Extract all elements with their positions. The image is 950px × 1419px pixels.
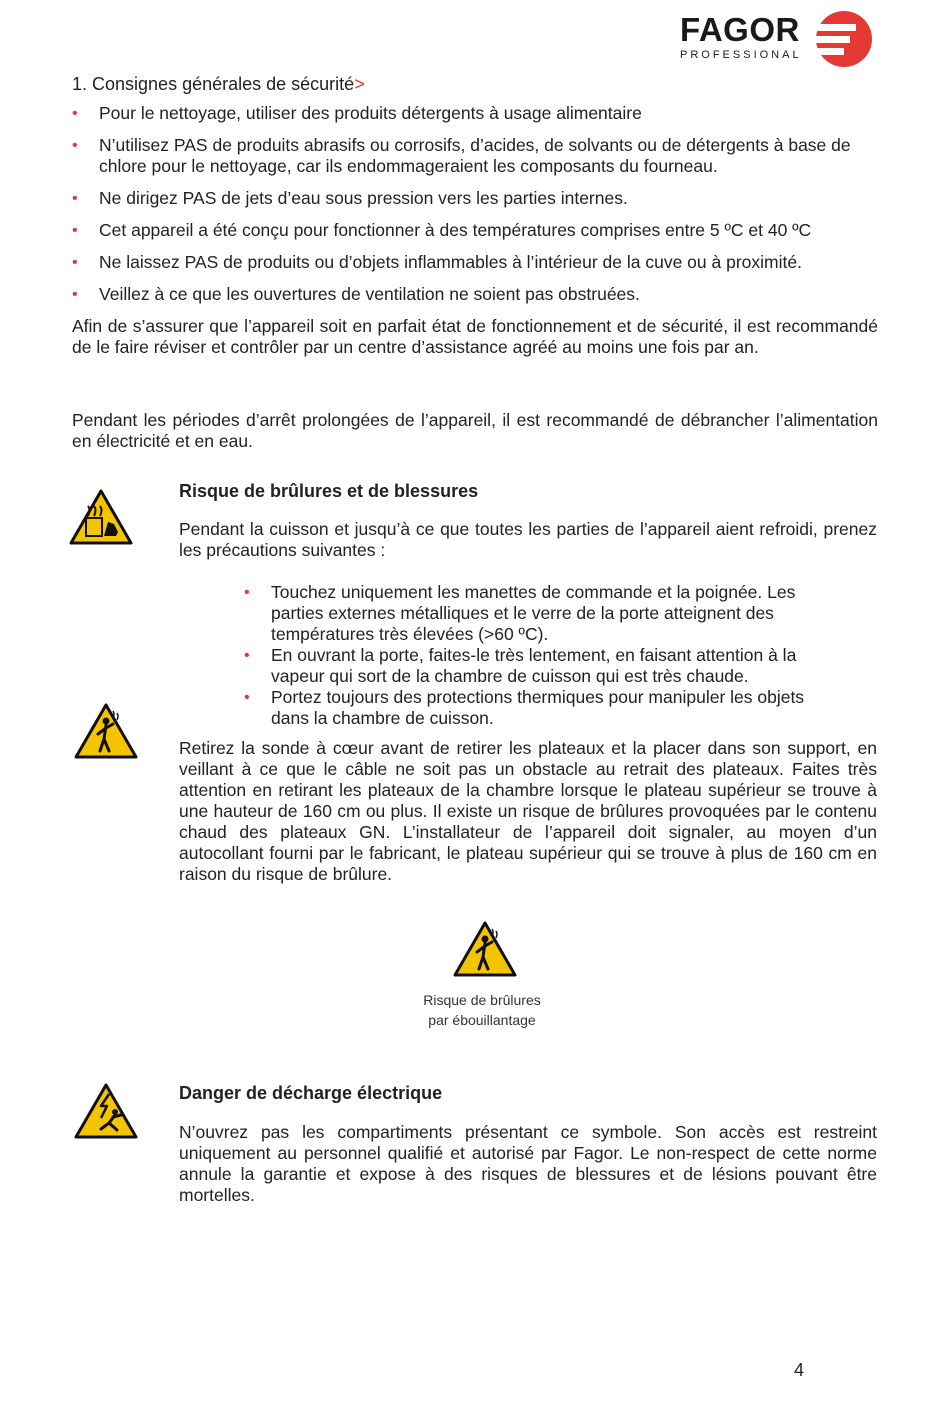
bullet-icon: • <box>72 105 78 122</box>
bullet-icon: • <box>244 584 250 601</box>
section-title-arrow: > <box>354 74 365 94</box>
list-item-text: N’utilisez PAS de produits abrasifs ou corrosifs, d’acides, de solvants ou de détergents à base de chlore pour le nettoyage, car ils endommageraient les composants du fourneau. <box>99 135 851 176</box>
scald-warning-icon <box>452 920 518 978</box>
list-item <box>72 103 878 124</box>
fagor-logo <box>676 8 876 68</box>
bullet-icon: • <box>244 689 250 706</box>
list-item-text: Veillez à ce que les ouvertures de ventilation ne soient pas obstruées. <box>99 284 640 304</box>
burn-precautions-list <box>244 582 844 729</box>
bullet-icon: • <box>72 286 78 303</box>
bullet-icon: • <box>72 137 78 154</box>
scald-caption <box>382 990 582 1030</box>
general-safety-list <box>72 103 878 316</box>
page-number: 4 <box>794 1360 805 1380</box>
list-item-text: En ouvrant la porte, faites-le très lentement, en faisant attention à la vapeur qui sort de la chambre de cuisson qui est très chaude. <box>271 645 797 686</box>
logo-subtitle: PROFESSIONAL <box>680 49 802 61</box>
electric-warning-text: N’ouvrez pas les compartiments présentant ce symbole. Son accès est restreint uniquement au personnel qualifié et autorisé par Fagor. Le non-respect de cette norme annule la garantie et expose à des risques de blessures et de lésions pouvant être mortelles. <box>179 1122 877 1205</box>
hot-surface-warning-icon <box>68 488 134 546</box>
bullet-icon: • <box>244 647 250 664</box>
burn-warning-intro: Pendant la cuisson et jusqu’à ce que toutes les parties de l’appareil aient refroidi, prenez les précautions suivantes : <box>179 519 877 560</box>
list-item-text: Pour le nettoyage, utiliser des produits détergents à usage alimentaire <box>99 103 642 123</box>
electric-shock-warning-icon <box>73 1082 139 1140</box>
list-item <box>72 284 878 305</box>
section-title <box>72 74 365 95</box>
scald-caption-line: Risque de brûlures <box>423 992 541 1008</box>
list-item-text: Cet appareil a été conçu pour fonctionner à des températures comprises entre 5 ºC et 40 ºC <box>99 220 812 240</box>
list-item <box>72 188 878 209</box>
list-item-text: Ne laissez PAS de produits ou d’objets inflammables à l’intérieur de la cuve ou à proximité. <box>99 252 802 272</box>
list-item-text: Touchez uniquement les manettes de commande et la poignée. Les parties externes métalliques et le verre de la porte atteignent des températures très élevées (>60 ºC). <box>271 582 796 644</box>
list-item <box>72 252 878 273</box>
maintenance-paragraph: Afin de s’assurer que l’appareil soit en parfait état de fonctionnement et de sécurité, il est recommandé de le faire réviser et contrôler par un centre d’assistance agréé au moins une fois par an. <box>72 316 878 357</box>
section-title-text: 1. Consignes générales de sécurité <box>72 74 355 94</box>
bullet-icon: • <box>72 254 78 271</box>
burn-warning-heading: Risque de brûlures et de blessures <box>179 481 479 501</box>
list-item-text: Portez toujours des protections thermiques pour manipuler les objets dans la chambre de cuisson. <box>271 687 805 728</box>
electric-warning-heading: Danger de décharge électrique <box>179 1083 443 1103</box>
logo-brand: FAGOR <box>680 11 800 48</box>
probe-removal-paragraph: Retirez la sonde à cœur avant de retirer les plateaux et la placer dans son support, en veillant à ce que le câble ne soit pas un obstacle au retrait des plateaux. Faites très attention en retirant les plateaux de la chambre lorsque le plateau supérieur se trouve à une hauteur de 160 cm ou plus. Il existe un risque de brûlures provoquées par le contenu chaud des plateaux GN. L’installateur de l’appareil doit signaler, au moyen d’un autocollant fourni par le fabricant, le plateau supérieur qui se trouve à plus de 160 cm en raison du risque de brûlure. <box>179 738 877 884</box>
bullet-icon: • <box>72 222 78 239</box>
list-item <box>72 220 878 241</box>
list-item-text: Ne dirigez PAS de jets d’eau sous pression vers les parties internes. <box>99 188 628 208</box>
list-item <box>244 687 844 729</box>
list-item <box>244 582 844 645</box>
fagor-emblem-icon <box>812 6 876 70</box>
shutdown-paragraph: Pendant les périodes d’arrêt prolongées de l’appareil, il est recommandé de débrancher l’alimentation en électricité et en eau. <box>72 410 878 451</box>
scald-warning-icon <box>73 702 139 760</box>
bullet-icon: • <box>72 190 78 207</box>
list-item <box>244 645 844 687</box>
list-item <box>72 135 878 177</box>
scald-caption-line: par ébouillantage <box>428 1012 536 1028</box>
